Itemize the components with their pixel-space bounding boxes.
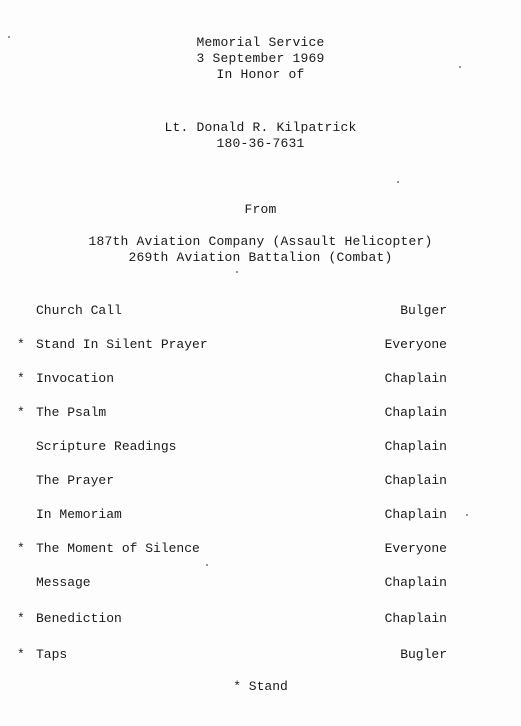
in-honor-line: In Honor of <box>216 67 305 82</box>
stand-marker: * <box>17 337 25 352</box>
program-item: In Memoriam <box>36 507 122 522</box>
service-title: Memorial Service <box>196 35 325 50</box>
program-officiant: Everyone <box>384 541 447 556</box>
company-name: 187th Aviation Company (Assault Helicopter) <box>88 234 433 249</box>
program-officiant: Chaplain <box>384 575 447 590</box>
scan-speck <box>466 514 468 516</box>
program-item: Invocation <box>36 371 115 386</box>
program-item: Message <box>36 575 91 590</box>
service-date: 3 September 1969 <box>196 51 325 66</box>
scan-speck <box>8 36 10 38</box>
program-row <box>0 405 521 423</box>
program-row <box>0 473 521 491</box>
battalion-name: 269th Aviation Battalion (Combat) <box>128 250 393 265</box>
honoree-block <box>0 120 521 152</box>
program-row <box>0 541 521 559</box>
program-officiant: Bulger <box>400 303 447 318</box>
program-officiant: Chaplain <box>384 371 447 386</box>
program-item: Taps <box>36 647 68 662</box>
program-item: Church Call <box>36 303 122 318</box>
service-number: 180-36-7631 <box>216 136 305 151</box>
program-officiant: Chaplain <box>384 405 447 420</box>
service-header <box>0 35 521 83</box>
stand-marker: * <box>17 611 25 626</box>
program-item: The Moment of Silence <box>36 541 200 556</box>
program-item: Benediction <box>36 611 122 626</box>
program-item: The Prayer <box>36 473 115 488</box>
program-officiant: Chaplain <box>384 439 447 454</box>
program-officiant: Chaplain <box>384 507 447 522</box>
program-officiant: Chaplain <box>384 611 447 626</box>
program-row <box>0 507 521 525</box>
from-label: From <box>244 202 277 217</box>
program-officiant: Everyone <box>384 337 447 352</box>
program-row <box>0 303 521 321</box>
program-item: The Psalm <box>36 405 107 420</box>
scan-speck <box>236 271 238 273</box>
program-row <box>0 647 521 665</box>
scan-speck <box>206 564 208 566</box>
scan-speck <box>459 66 461 68</box>
units-block <box>0 234 521 266</box>
program-officiant: Bugler <box>400 647 447 662</box>
stand-marker: * <box>17 405 25 420</box>
stand-marker: * <box>17 541 25 556</box>
program-row <box>0 439 521 457</box>
honoree-name: Lt. Donald R. Kilpatrick <box>164 120 357 135</box>
program-row <box>0 575 521 593</box>
program-row <box>0 337 521 355</box>
stand-marker: * <box>17 647 25 662</box>
program-row <box>0 611 521 629</box>
program-officiant: Chaplain <box>384 473 447 488</box>
program-item: Stand In Silent Prayer <box>36 337 208 352</box>
scan-speck <box>397 181 399 183</box>
program-row <box>0 371 521 389</box>
program-item: Scripture Readings <box>36 439 177 454</box>
stand-marker: * <box>17 371 25 386</box>
stand-footnote: * Stand <box>233 679 288 694</box>
